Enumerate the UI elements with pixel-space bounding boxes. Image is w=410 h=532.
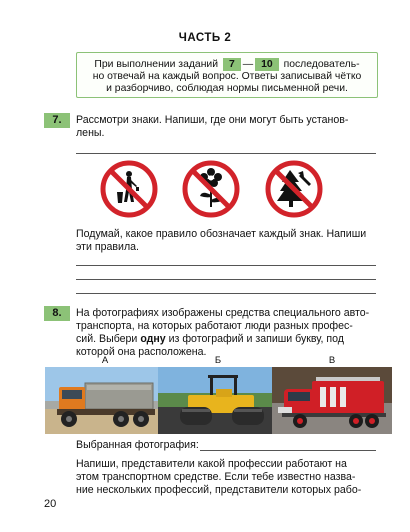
page-number: 20 <box>44 498 57 510</box>
selected-photo-answer-line[interactable] <box>200 450 376 451</box>
no-flower-picking-sign-icon <box>182 160 240 218</box>
task-7-text-line-2: лены. <box>76 127 105 139</box>
dump-truck-icon <box>45 367 165 434</box>
part-title: ЧАСТЬ 2 <box>178 32 232 44</box>
emphasis-word: одну <box>140 333 166 345</box>
photo-label-b: Б <box>214 355 222 366</box>
task-8-question-line-2: этом транспортном средстве. Если тебе известно назва- <box>76 471 356 483</box>
dump-truck-photo[interactable] <box>45 367 165 434</box>
fire-truck-icon <box>272 367 392 434</box>
road-roller-icon <box>158 367 278 434</box>
task-8-text-line-3: сий. Выбери одну из фотографий и запиши букву, под <box>76 333 344 345</box>
no-tree-cutting-sign-icon <box>265 160 323 218</box>
answer-line[interactable] <box>76 293 376 294</box>
no-littering-sign-icon <box>100 160 158 218</box>
task-7-question-line-1: Подумай, какое правило обозначает каждый знак. Напиши <box>76 228 367 240</box>
photo-label-a: А <box>101 355 109 366</box>
instruction-line-1: При выполнении заданий 7 — 10 последователь- <box>94 59 360 70</box>
task-range-end: 10 <box>255 58 279 71</box>
task-8-number: 8. <box>44 306 70 321</box>
instruction-line-2: но отвечай на каждый вопрос. Ответы записывай чётко <box>92 71 362 82</box>
photo-label-c: В <box>328 355 336 366</box>
task-range-start: 7 <box>223 58 241 71</box>
task-8-question-line-3: ние нескольких профессий, представители которых рабо- <box>76 484 362 496</box>
task-7-question-line-2: эти правила. <box>76 241 139 253</box>
fire-truck-photo[interactable] <box>272 367 392 434</box>
road-roller-photo[interactable] <box>158 367 278 434</box>
task-8-text-line-1: На фотографиях изображены средства специального авто- <box>76 307 370 319</box>
task-7-text-line-1: Рассмотри знаки. Напиши, где они могут быть установ- <box>76 114 349 126</box>
selected-photo-label: Выбранная фотография: <box>76 439 199 451</box>
task-8-text-line-4: которой она расположена. <box>76 346 207 358</box>
answer-line[interactable] <box>76 153 376 154</box>
instruction-line-3: и разборчиво, соблюдая нормы письменной речи. <box>106 83 348 94</box>
instruction-box <box>76 52 378 98</box>
answer-line[interactable] <box>76 279 376 280</box>
task-8-text-line-2: транспорта, на которых работают люди разных профес- <box>76 320 353 332</box>
task-8-question-line-1: Напиши, представители какой профессии работают на <box>76 458 347 470</box>
task-7-number: 7. <box>44 113 70 128</box>
answer-line[interactable] <box>76 265 376 266</box>
